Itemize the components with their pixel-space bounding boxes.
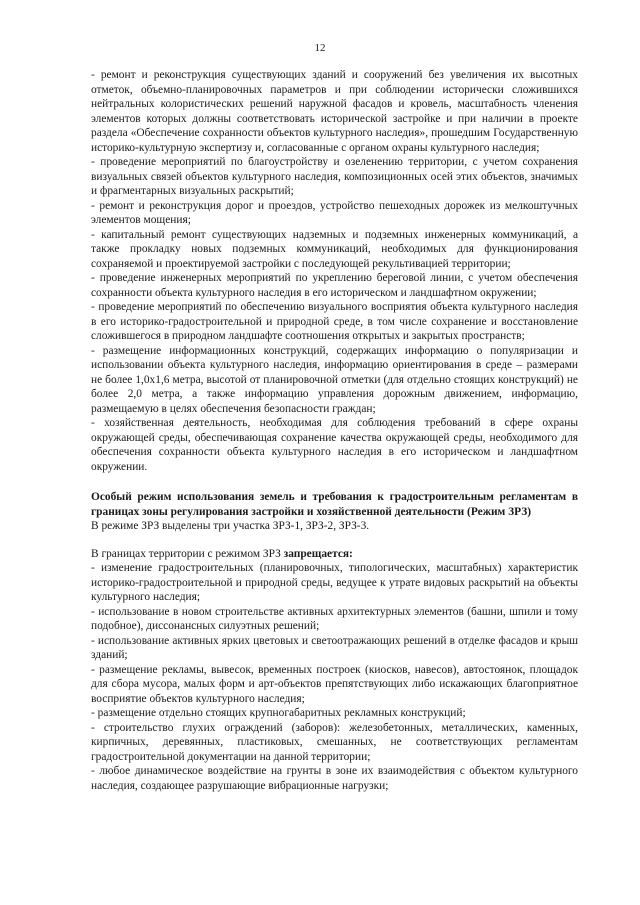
list-item: - проведение мероприятий по обеспечению визуального восприятия объекта культурного наследия в его историко-градостроительной и природной среде, в том числе сохранение и восстановление сложившегося в природном ландшафте соотношения открытых и закрытых пространств; — [91, 301, 578, 342]
prohibited-activities-list — [91, 561, 578, 793]
document-body — [91, 68, 578, 793]
list-item: - использование активных ярких цветовых и светоотражающих решений в отделке фасадов и крыш зданий; — [91, 634, 578, 661]
list-item: - размещение отдельно стоящих крупногабаритных рекламных конструкций; — [91, 707, 466, 719]
list-item: - капитальный ремонт существующих надземных и подземных инженерных коммуникаций, а также прокладку новых подземных коммуникаций, необходимых для функционирования сохраняемой и проектируемой застройки с последующей рекультивацией территории; — [91, 228, 578, 270]
subsection-note: В режиме ЗРЗ выделены три участка ЗРЗ-1, ЗРЗ-2, ЗРЗ-3. — [91, 520, 370, 532]
list-item: - любое динамическое воздействие на грунты в зоне их взаимодействия с объектом культурного наследия, создающее разрушающие вибрационные нагрузки; — [91, 765, 578, 792]
list-item: - ремонт и реконструкция дорог и проездов, устройство пешеходных дорожек из мелкоштучных элементов мощения; — [91, 199, 578, 226]
list-item: - строительство глухих ограждений (заборов): железобетонных, металлических, каменных, кирпичных, деревянных, пластиковых, смешанных, не соответствующих регламентам градостроительной документации на данной территории; — [91, 721, 578, 763]
list-item: - проведение инженерных мероприятий по укреплению береговой линии, с учетом обеспечения сохранности объекта культурного наследия в его историческом и ландшафтном окружении; — [91, 272, 578, 299]
section-heading: Особый режим использования земель и требования к градостроительным регламентам в границах зоны регулирования застройки и хозяйственной деятельности (Режим ЗРЗ) — [91, 491, 578, 518]
page-number: 12 — [314, 42, 326, 54]
permitted-activities-list — [91, 68, 578, 474]
prohibited-intro-text: В границах территории с режимом ЗРЗ — [91, 547, 284, 560]
list-item: - размещение информационных конструкций, содержащих информацию о популяризации и использовании объекта культурного наследия, информацию ориентирования в среде – размерами не более 1,0х1,6 метра, высотой от планировочной отметки (для отдельно стоящих конструкций) не более 2,0 метра, а также информацию управления дорожным движением, информацию, размещаемую в целях обеспечения безопасности граждан; — [91, 344, 578, 415]
prohibited-intro — [91, 547, 578, 562]
list-item: - проведение мероприятий по благоустройству и озеленению территории, с учетом сохранения визуальных связей объектов культурного наследия, композиционных осей этих объектов, значимых и фрагментарных визуальных раскрытий; — [91, 156, 578, 197]
list-item: - изменение градостроительных (планировочных, типологических, масштабных) характеристик историко-градостроительной и природной среды, ведущее к утрате видовых раскрытий на объекты культурного наследия; — [91, 562, 578, 603]
prohibited-keyword: запрещается: — [283, 547, 353, 560]
list-item: - ремонт и реконструкция существующих зданий и сооружений без увеличения их высотных отметок, объемно-планировочных параметров и при соблюдении исторически сложившихся нейтральных колористических решений наружной фасадов и кровель, масштабность членения элементов которых должны соответствовать исторической застройке и при наличии в проекте раздела «Обеспечение сохранности объектов культурного наследия», прошедшим Государственную историко-культурную экспертизу и, согласованные с органом охраны культурного наследия; — [91, 69, 578, 154]
list-item: - использование в новом строительстве активных архитектурных элементов (башни, шпили и тому подобное), диссонансных силуэтных решений; — [91, 605, 578, 632]
list-item: - размещение рекламы, вывесок, временных построек (киосков, навесов), автостоянок, площадок для сбора мусора, малых форм и арт-объектов препятствующих либо искажающих благоприятное восприятие объектов культурного наследия; — [91, 663, 578, 705]
list-item: - хозяйственная деятельность, необходимая для соблюдения требований в сфере охраны окружающей среды, обеспечивающая сохранение качества окружающей среды, необходимого для обеспечения сохранности объекта культурного наследия в его историческом и ландшафтном окружении. — [91, 417, 578, 473]
